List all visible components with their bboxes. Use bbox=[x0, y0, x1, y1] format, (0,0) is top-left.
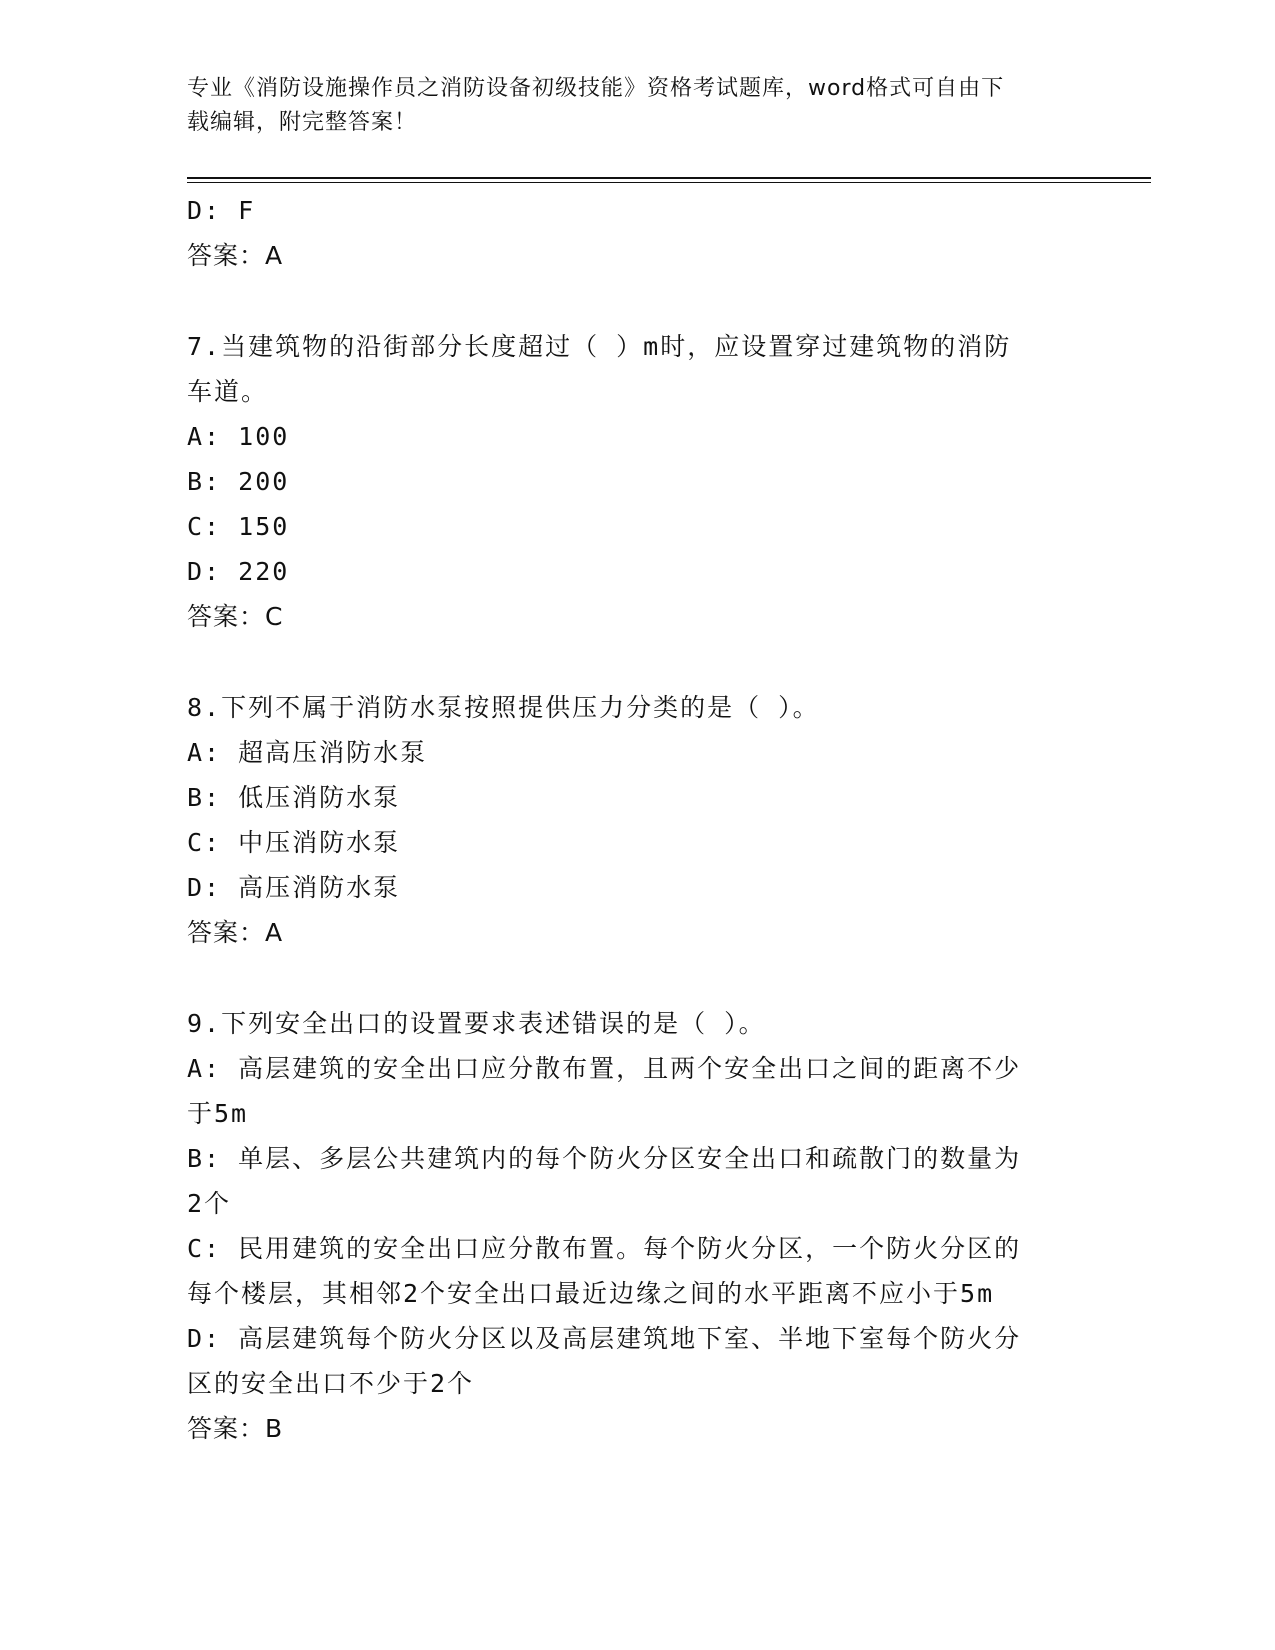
option-b: B: 200 bbox=[187, 467, 290, 496]
answer: 答案：A bbox=[187, 918, 284, 947]
option-a: A: 100 bbox=[187, 422, 290, 451]
option-a-continued: 于5m bbox=[187, 1099, 249, 1128]
option-b: B: 单层、多层公共建筑内的每个防火分区安全出口和疏散门的数量为 bbox=[187, 1144, 1022, 1173]
question-8 bbox=[187, 685, 1087, 955]
option-d: D: 高压消防水泵 bbox=[187, 873, 401, 902]
answer: 答案：B bbox=[187, 1414, 284, 1443]
prev-answer: 答案：A bbox=[187, 241, 284, 270]
prev-option-d: D: F bbox=[187, 196, 256, 225]
header-divider-thin bbox=[187, 182, 1151, 183]
option-c: C: 150 bbox=[187, 512, 290, 541]
spacer bbox=[187, 955, 1087, 1001]
header-line-1: 专业《消防设施操作员之消防设备初级技能》资格考试题库，word格式可自由下 bbox=[187, 76, 1005, 101]
option-d-continued: 区的安全出口不少于2个 bbox=[187, 1369, 475, 1398]
option-b-continued: 2个 bbox=[187, 1189, 232, 1218]
header-divider-thick bbox=[187, 177, 1151, 179]
question-stem: 8.下列不属于消防水泵按照提供压力分类的是（ ）。 bbox=[187, 693, 820, 722]
option-b: B: 低压消防水泵 bbox=[187, 783, 401, 812]
question-stem: 7.当建筑物的沿街部分长度超过（ ）m时，应设置穿过建筑物的消防 bbox=[187, 332, 1012, 361]
option-c: C: 民用建筑的安全出口应分散布置。每个防火分区，一个防火分区的 bbox=[187, 1234, 1022, 1263]
header-line-2: 载编辑，附完整答案！ bbox=[187, 110, 418, 135]
spacer bbox=[187, 278, 1087, 324]
option-a: A: 超高压消防水泵 bbox=[187, 738, 428, 767]
question-stem-continued: 车道。 bbox=[187, 377, 269, 406]
option-d: D: 220 bbox=[187, 557, 290, 586]
option-a: A: 高层建筑的安全出口应分散布置，且两个安全出口之间的距离不少 bbox=[187, 1054, 1022, 1083]
option-d: D: 高层建筑每个防火分区以及高层建筑地下室、半地下室每个防火分 bbox=[187, 1324, 1022, 1353]
answer: 答案：C bbox=[187, 602, 284, 631]
option-c: C: 中压消防水泵 bbox=[187, 828, 401, 857]
question-9 bbox=[187, 1001, 1087, 1451]
question-stem: 9.下列安全出口的设置要求表述错误的是（ ）。 bbox=[187, 1009, 766, 1038]
question-7 bbox=[187, 324, 1087, 639]
spacer bbox=[187, 639, 1087, 685]
option-c-continued: 每个楼层，其相邻2个安全出口最近边缘之间的水平距离不应小于5m bbox=[187, 1279, 995, 1308]
page-header bbox=[187, 72, 1077, 140]
question-list bbox=[187, 188, 1087, 1451]
